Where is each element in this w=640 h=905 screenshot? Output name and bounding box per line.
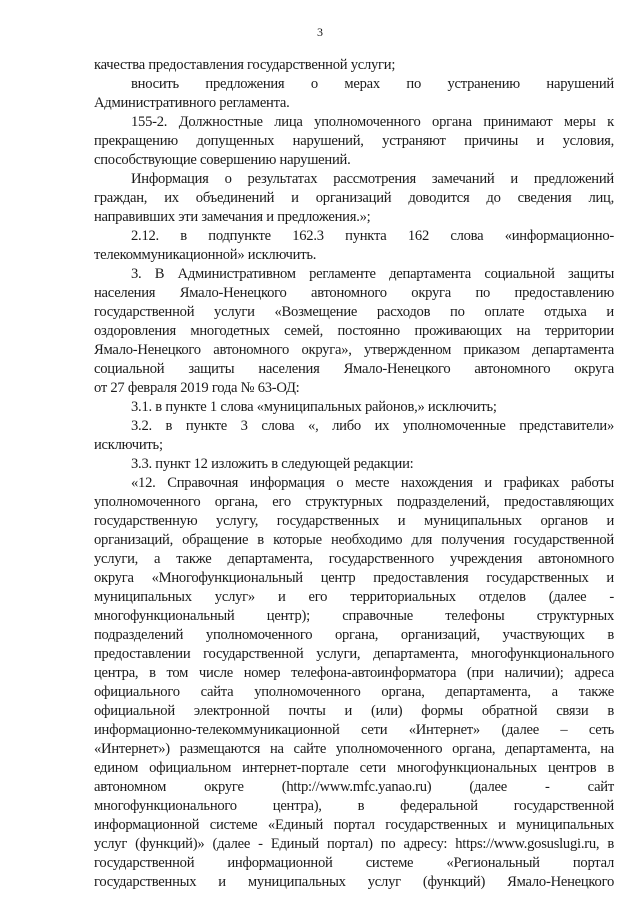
text-line: государственную услугу, государственных и муниципальных органов и bbox=[94, 513, 614, 529]
text-line: направивших эти замечания и предложения.»; bbox=[94, 209, 371, 225]
text-line: исключить; bbox=[94, 437, 163, 453]
text-line: округа «Многофункциональный центр предоставления государственных и bbox=[94, 570, 614, 586]
text-line: 3.2. в пункте 3 слова «, либо их уполномоченные представители» bbox=[131, 418, 614, 434]
text-line: предоставлении государственной услуги, департамента, многофункционального bbox=[94, 646, 614, 662]
text-line: 3.3. пункт 12 изложить в следующей редакции: bbox=[131, 456, 414, 472]
text-line: информационной системе «Единый портал государственных и муниципальных bbox=[94, 817, 614, 833]
text-line: услуги, а также департамента, государственного учреждения автономного bbox=[94, 551, 614, 567]
text-line: граждан, их объединений и организаций доводится до сведения лиц, bbox=[94, 190, 614, 206]
text-line: центра, в том числе номер телефона-автоинформатора (при наличии); адреса bbox=[94, 665, 614, 681]
text-line: многофункционального центра), в федеральной государственной bbox=[94, 798, 614, 814]
text-line: организаций, обращение в которые необходимо для получения государственной bbox=[94, 532, 614, 548]
text-line: Административного регламента. bbox=[94, 95, 290, 111]
text-line: автономном округе (http://www.mfc.yanao.ru) (далее - сайт bbox=[94, 779, 614, 795]
text-line: оздоровления многодетных семей, постоянно проживающих на территории bbox=[94, 323, 614, 339]
text-line: подразделений уполномоченного органа, организаций, участвующих в bbox=[94, 627, 614, 643]
text-line: информационно-телекоммуникационной сети «Интернет» (далее – сеть bbox=[94, 722, 614, 738]
text-line: официального сайта уполномоченного органа, департамента, а также bbox=[94, 684, 614, 700]
document-body bbox=[94, 56, 614, 892]
text-line: 155-2. Должностные лица уполномоченного органа принимают меры к bbox=[131, 114, 614, 130]
text-line: многофункциональный центр); справочные телефоны структурных bbox=[94, 608, 614, 624]
text-line: социальной защиты населения Ямало-Ненецкого автономного округа bbox=[94, 361, 614, 377]
text-line: государственной информационной системе «Региональный портал bbox=[94, 855, 614, 871]
text-line: государственных и муниципальных услуг (функций) Ямало-Ненецкого bbox=[94, 874, 614, 890]
page-number: 3 bbox=[317, 25, 323, 39]
text-line: 3.1. в пункте 1 слова «муниципальных районов,» исключить; bbox=[131, 399, 497, 415]
text-line: качества предоставления государственной услуги; bbox=[94, 57, 396, 73]
text-line: услуг (функций)» (далее - Единый портал) по адресу: https://www.gosuslugi.ru, в bbox=[94, 836, 614, 852]
text-line: от 27 февраля 2019 года № 63-ОД: bbox=[94, 380, 300, 396]
text-line: прекращению допущенных нарушений, устраняют причины и условия, bbox=[94, 133, 614, 149]
text-line: уполномоченного органа, его структурных подразделений, предоставляющих bbox=[94, 494, 614, 510]
text-line: муниципальных услуг» и его территориальных отделов (далее - bbox=[94, 589, 614, 605]
text-line: Ямало-Ненецкого автономного округа», утвержденном приказом департамента bbox=[94, 342, 614, 358]
text-line: 2.12. в подпункте 162.3 пункта 162 слова «информационно- bbox=[131, 228, 614, 244]
text-line: Информация о результатах рассмотрения замечаний и предложений bbox=[131, 171, 614, 187]
text-line: 3. В Административном регламенте департамента социальной защиты bbox=[131, 266, 614, 282]
text-line: вносить предложения о мерах по устранению нарушений bbox=[131, 76, 614, 92]
text-line: государственной услуги «Возмещение расходов по оплате отдыха и bbox=[94, 304, 614, 320]
text-line: «Интернет») размещаются на сайте уполномоченного органа, департамента, на bbox=[94, 741, 614, 757]
text-line: «12. Справочная информация о месте нахождения и графиках работы bbox=[131, 475, 614, 491]
text-line: телекоммуникационной» исключить. bbox=[94, 247, 317, 263]
text-line: населения Ямало-Ненецкого автономного округа по предоставлению bbox=[94, 285, 614, 301]
text-line: способствующие совершению нарушений. bbox=[94, 152, 351, 168]
text-line: официальной электронной почты и (или) формы обратной связи в bbox=[94, 703, 614, 719]
text-line: едином официальном интернет-портале сети многофункциональных центров в bbox=[94, 760, 614, 776]
